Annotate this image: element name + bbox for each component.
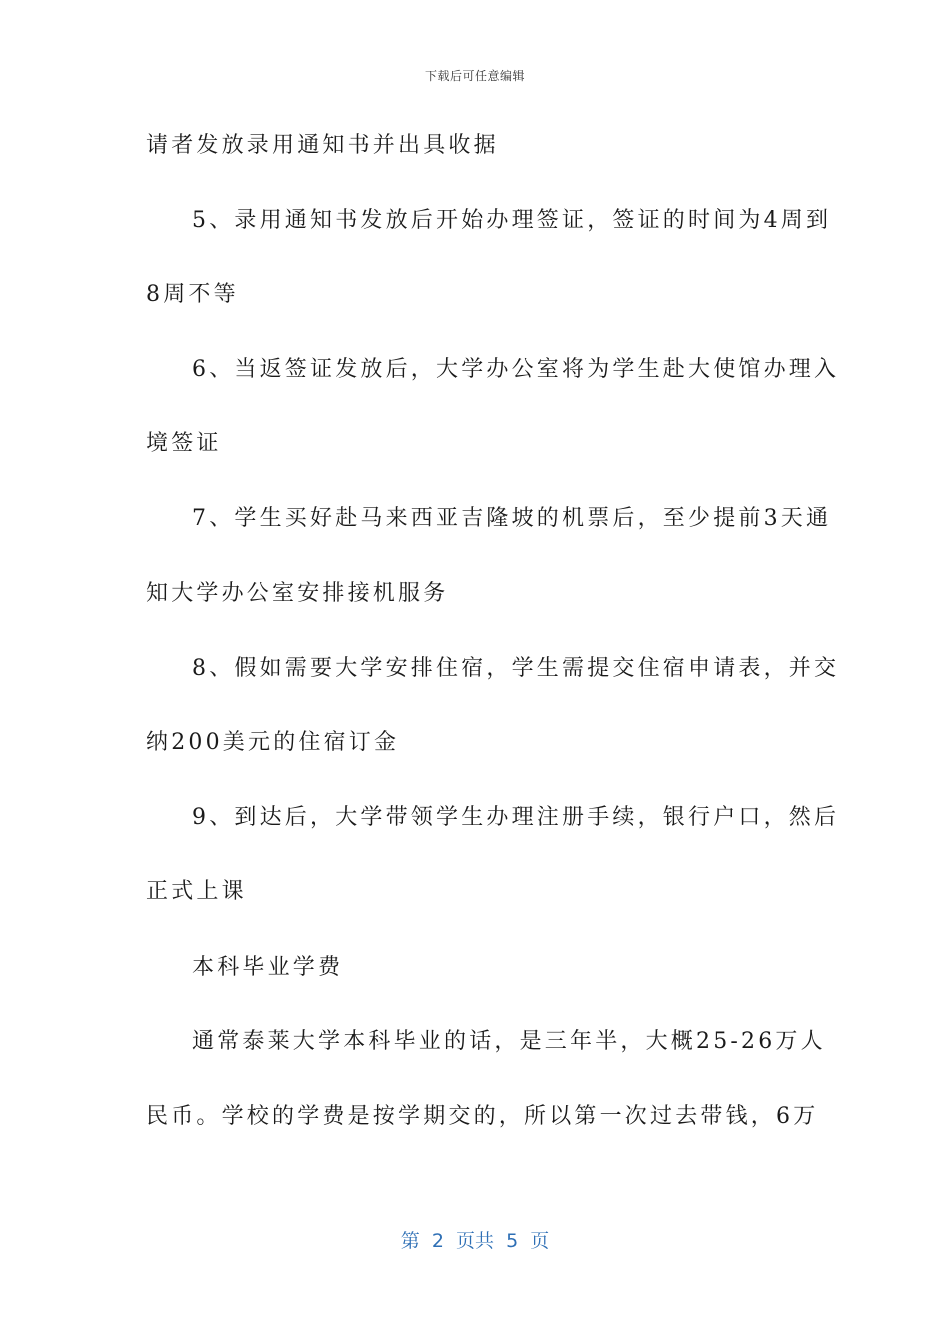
text-line: 5、录用通知书发放后开始办理签证，签证的时间为4周到 <box>192 208 832 233</box>
text-line: 纳200美元的住宿订金 <box>146 730 400 755</box>
text-line: 8、假如需要大学安排住宿，学生需提交住宿申请表，并交 <box>192 656 840 681</box>
section-heading: 本科毕业学费 <box>192 955 344 980</box>
text-line: 知大学办公室安排接机服务 <box>146 581 449 606</box>
text-line: 请者发放录用通知书并出具收据 <box>146 133 499 158</box>
text-line: 正式上课 <box>146 879 247 904</box>
text-line: 6、当返签证发放后，大学办公室将为学生赴大使馆办理入 <box>192 357 840 382</box>
page-header-note: 下载后可任意编辑 <box>424 69 525 83</box>
text-line: 境签证 <box>146 431 222 456</box>
text-line: 7、学生买好赴马来西亚吉隆坡的机票后，至少提前3天通 <box>192 506 832 531</box>
text-line: 民币。学校的学费是按学期交的，所以第一次过去带钱，6万 <box>146 1104 819 1129</box>
text-line: 8周不等 <box>146 282 239 307</box>
text-line: 9、到达后，大学带领学生办理注册手续，银行户口，然后 <box>192 805 840 830</box>
page-number-footer: 第 2 页共 5 页 <box>400 1230 550 1252</box>
text-line: 通常泰莱大学本科毕业的话，是三年半，大概25-26万人 <box>192 1029 826 1054</box>
